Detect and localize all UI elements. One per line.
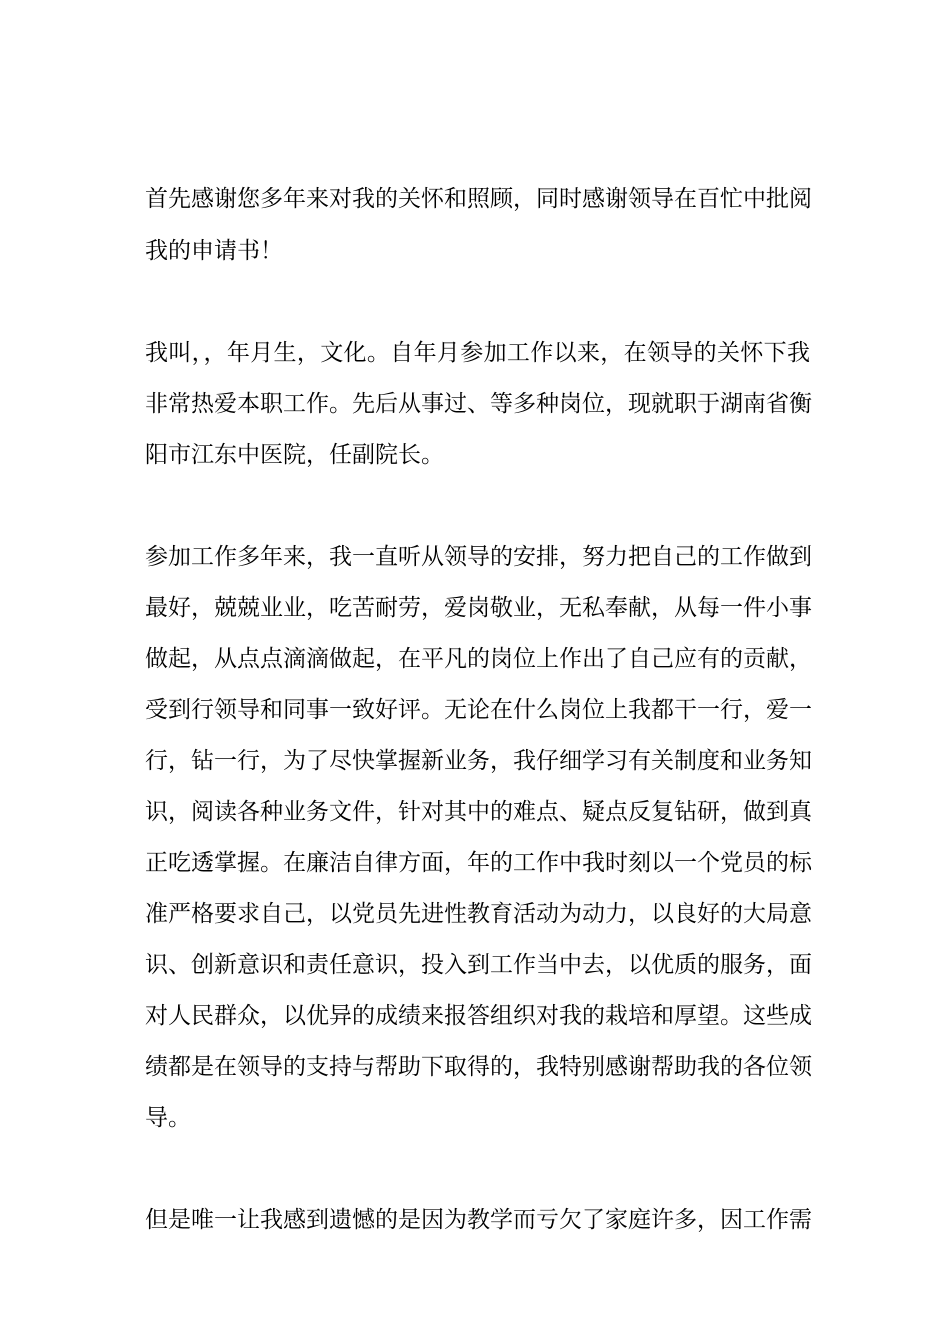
paragraph-3-line-9: 识、创新意识和责任意识，投入到工作当中去，以优质的服务，面 — [145, 952, 812, 978]
paragraph-3-line-5: 行，钻一行，为了尽快掌握新业务，我仔细学习有关制度和业务知 — [145, 748, 812, 774]
paragraph-2-line-3: 阳市江东中医院，任副院长。 — [145, 442, 444, 468]
paragraph-1-line-2: 我的申请书！ — [145, 238, 283, 264]
paragraph-4-line-1: 但是唯一让我感到遗憾的是因为教学而亏欠了家庭许多，因工作需 — [145, 1207, 812, 1233]
paragraph-2-line-1: 我叫，，年月生，文化。自年月参加工作以来，在领导的关怀下我 — [145, 340, 810, 366]
paragraph-3-line-4: 受到行领导和同事一致好评。无论在什么岗位上我都干一行，爱一 — [145, 697, 812, 723]
paragraph-3-line-12: 导。 — [145, 1105, 191, 1131]
paragraph-3-line-11: 绩都是在领导的支持与帮助下取得的，我特别感谢帮助我的各位领 — [145, 1054, 812, 1080]
paragraph-3-line-7: 正吃透掌握。在廉洁自律方面，年的工作中我时刻以一个党员的标 — [145, 850, 812, 876]
paragraph-3-line-2: 最好，兢兢业业，吃苦耐劳，爱岗敬业，无私奉献，从每一件小事 — [145, 595, 812, 621]
paragraph-3-line-8: 准严格要求自己，以党员先进性教育活动为动力，以良好的大局意 — [145, 901, 812, 927]
paragraph-1-line-1: 首先感谢您多年来对我的关怀和照顾，同时感谢领导在百忙中批阅 — [145, 186, 812, 212]
paragraph-2-line-2: 非常热爱本职工作。先后从事过、等多种岗位，现就职于湖南省衡 — [145, 391, 812, 417]
paragraph-3-line-1: 参加工作多年来，我一直听从领导的安排，努力把自己的工作做到 — [145, 544, 812, 570]
paragraph-3-line-6: 识，阅读各种业务文件，针对其中的难点、疑点反复钻研，做到真 — [145, 799, 812, 825]
paragraph-3-line-3: 做起，从点点滴滴做起，在平凡的岗位上作出了自己应有的贡献， — [145, 646, 812, 672]
paragraph-3-line-10: 对人民群众，以优异的成绩来报答组织对我的栽培和厚望。这些成 — [145, 1003, 812, 1029]
